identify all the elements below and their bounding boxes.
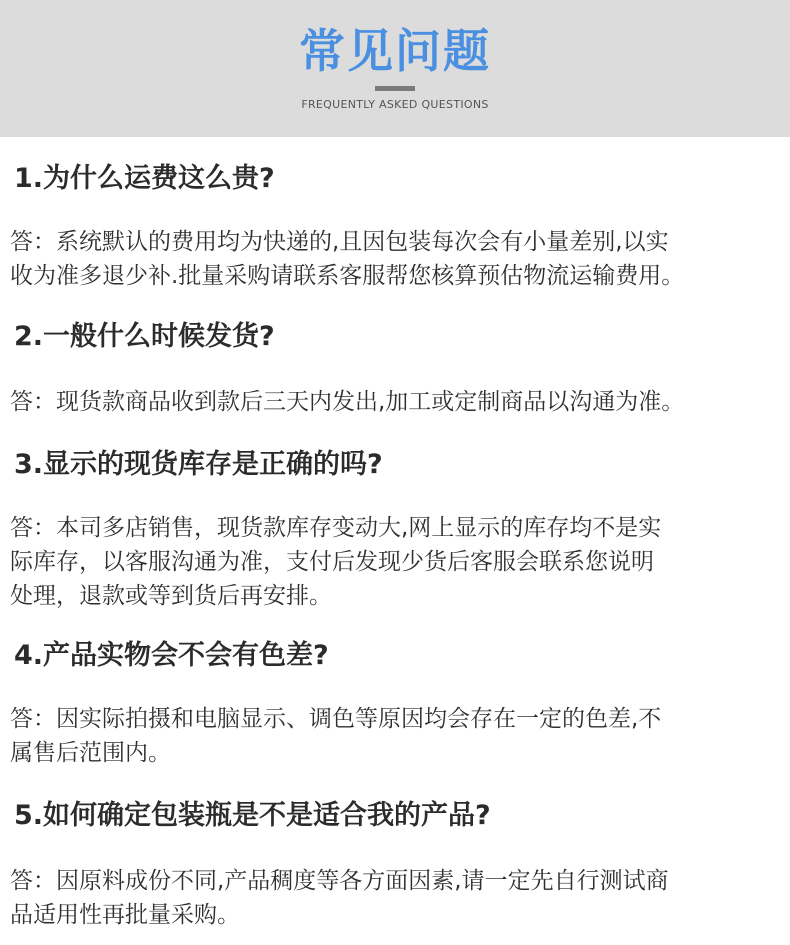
faq-question-3: 3.显示的现货库存是正确的吗? xyxy=(14,449,383,480)
faq-answer-line: 际库存，以客服沟通为准，支付后发现少货后客服会联系您说明 xyxy=(10,549,654,575)
faq-answer-line: 答：本司多店销售，现货款库存变动大,网上显示的库存均不是实 xyxy=(10,515,662,541)
faq-answer-line: 收为准多退少补.批量采购请联系客服帮您核算预估物流运输费用。 xyxy=(10,263,685,289)
faq-answer-2 xyxy=(10,385,786,419)
faq-answer-4 xyxy=(10,702,786,770)
faq-answer-5 xyxy=(10,864,786,932)
title-divider xyxy=(375,86,415,91)
faq-answer-line: 属售后范围内。 xyxy=(10,740,171,766)
faq-answer-line: 答：现货款商品收到款后三天内发出,加工或定制商品以沟通为准。 xyxy=(10,389,685,415)
faq-answer-line: 处理，退款或等到货后再安排。 xyxy=(10,583,332,609)
faq-header xyxy=(0,0,790,137)
faq-question-1: 1.为什么运费这么贵? xyxy=(14,163,275,194)
faq-answer-3 xyxy=(10,511,786,613)
faq-answer-line: 答：因实际拍摄和电脑显示、调色等原因均会存在一定的色差,不 xyxy=(10,706,662,732)
page-subtitle: FREQUENTLY ASKED QUESTIONS xyxy=(301,98,489,111)
faq-question-5: 5.如何确定包装瓶是不是适合我的产品? xyxy=(14,800,491,831)
faq-question-2: 2.一般什么时候发货? xyxy=(14,321,275,352)
faq-answer-1 xyxy=(10,225,786,293)
faq-answer-line: 品适用性再批量采购。 xyxy=(10,902,240,928)
page-title: 常见问题 xyxy=(299,24,491,78)
faq-answer-line: 答：因原料成份不同,产品稠度等各方面因素,请一定先自行测试商 xyxy=(10,868,669,894)
faq-answer-line: 答：系统默认的费用均为快递的,且因包装每次会有小量差别,以实 xyxy=(10,229,669,255)
faq-question-4: 4.产品实物会不会有色差? xyxy=(14,640,329,671)
